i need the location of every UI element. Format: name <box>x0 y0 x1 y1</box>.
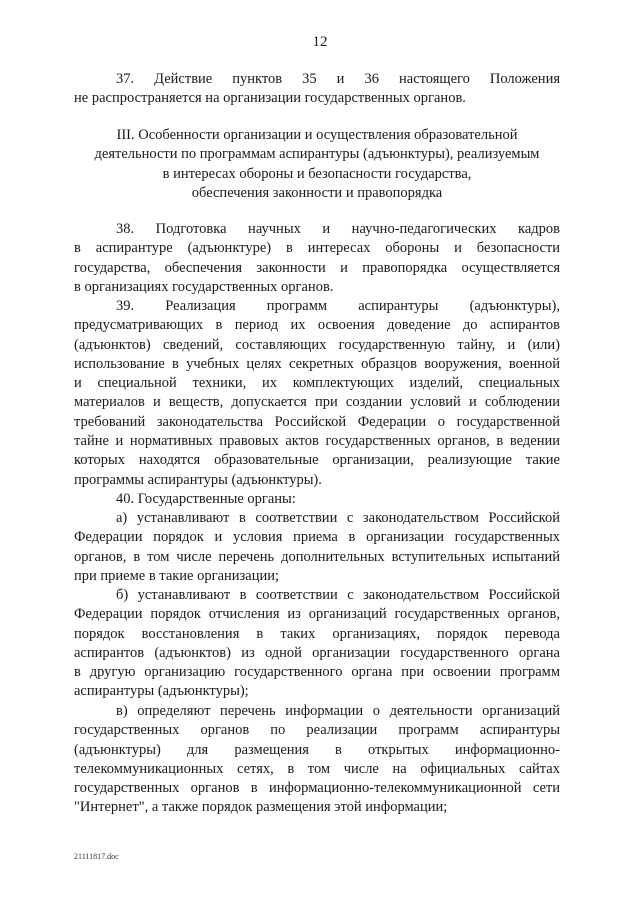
text-line: в) определяют перечень информации о деятельности организаций <box>116 703 560 719</box>
text-line: (адъюнктуры) для размещения в открытых информационно- <box>74 741 560 758</box>
paragraph-40b <box>74 586 560 702</box>
file-name-footer: 21111817.doc <box>74 852 119 861</box>
paragraph-39 <box>74 297 560 490</box>
text-line: органов, в том числе перечень дополнительных вступительных испытаний <box>74 548 560 565</box>
section-heading <box>74 126 560 203</box>
text-line: тайне и нормативных правовых актов государственных органов, в ведении <box>74 433 560 450</box>
text-line: предусматривающих в период их освоения доведение до аспирантов <box>74 317 560 334</box>
paragraph-40c <box>74 702 560 818</box>
text-line: при приеме в такие организации; <box>74 567 279 584</box>
text-line: государственных органов в информационно-телекоммуникационной сети <box>74 780 560 797</box>
text-line: в аспирантуре (адъюнктуре) в интересах обороны и безопасности <box>74 240 560 257</box>
text-line: аспирантов (адъюнктов) из одной организации государственного органа <box>74 644 560 661</box>
text-line: б) устанавливают в соответствии с законодательством Российской <box>116 587 560 603</box>
text-line: в организациях государственных органов. <box>74 278 334 295</box>
text-line: не распространяется на организации государственных органов. <box>74 90 466 107</box>
text-line: Федерации порядок отчисления из организаций государственных органов, <box>74 606 560 623</box>
text-line: 38. Подготовка научных и научно-педагогических кадров <box>116 221 560 237</box>
page-number: 12 <box>312 34 328 50</box>
text-line: а) устанавливают в соответствии с законодательством Российской <box>116 510 560 526</box>
heading-line: в интересах обороны и безопасности государства, <box>162 165 472 182</box>
text-line: использование в учебных целях секретных образцов вооружения, военной <box>74 355 560 372</box>
text-line: которых находятся образовательные организации, реализующие такие <box>74 452 560 469</box>
paragraph-38 <box>74 220 560 297</box>
text-line: порядок восстановления в таких организациях, порядок перевода <box>74 625 560 642</box>
paragraph-37 <box>74 70 560 109</box>
heading-line: III. Особенности организации и осуществления образовательной <box>116 127 518 143</box>
paragraph-40a <box>74 509 560 586</box>
text-line: государственных органов по реализации программ аспирантуры <box>74 722 560 739</box>
heading-line: обеспечения законности и правопорядка <box>191 184 443 201</box>
text-line: программы аспирантуры (адъюнктуры). <box>74 471 322 488</box>
text-line: в другую организацию государственного органа при освоении программ <box>74 664 560 681</box>
text-line: 40. Государственные органы: <box>116 491 296 507</box>
text-line: материалов и веществ, допускается при создании условий и соблюдении <box>74 394 560 411</box>
heading-line: деятельности по программам аспирантуры (адъюнктуры), реализуемым <box>94 146 540 163</box>
text-line: 37. Действие пунктов 35 и 36 настоящего Положения <box>116 71 560 87</box>
text-line: 39. Реализация программ аспирантуры (адъюнктуры), <box>116 298 560 314</box>
text-line: аспирантуры (адъюнктуры); <box>74 683 249 700</box>
paragraph-40 <box>74 490 560 509</box>
text-line: государства, обеспечения законности и правопорядка осуществляется <box>74 259 560 276</box>
text-line: требований законодательства Российской Федерации о государственной <box>74 413 560 430</box>
text-line: Федерации порядок и условия приема в организации государственных <box>74 529 560 546</box>
text-line: "Интернет", а также порядок размещения этой информации; <box>74 799 448 816</box>
text-line: (адъюнктов) сведений, составляющих государственную тайну, и (или) <box>74 336 560 353</box>
text-line: и специальной техники, их комплектующих изделий, специальных <box>74 375 560 392</box>
text-line: телекоммуникационных сетях, в том числе на официальных сайтах <box>74 760 560 777</box>
